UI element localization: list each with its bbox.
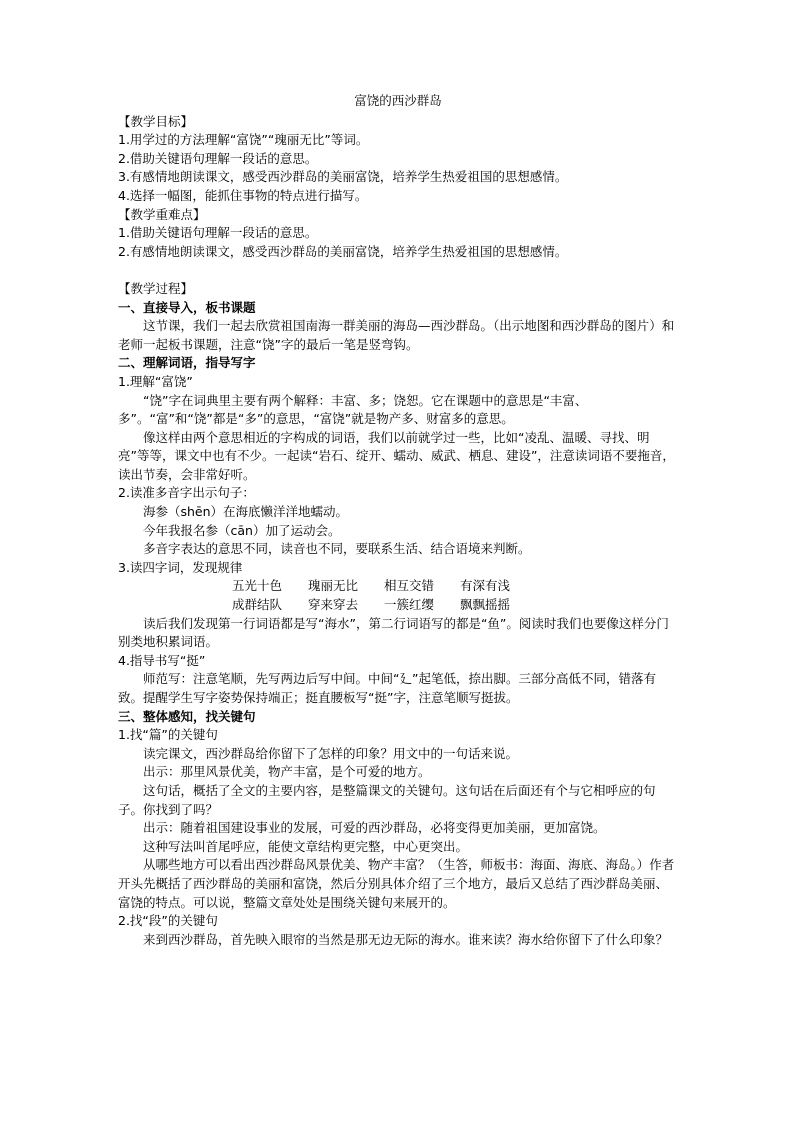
blank-line xyxy=(118,261,678,280)
subsection-heading: 2.读准多音字出示句子： xyxy=(118,485,255,501)
paragraph: 多音字表达的意思不同，读音也不同，要联系生活、结合语境来判断。 xyxy=(143,541,531,557)
subsection-heading: 1.理解“富饶” xyxy=(118,373,193,389)
objective-item: 4.选择一幅图，能抓住事物的特点进行描写。 xyxy=(118,187,368,203)
paragraph: “饶”字在词典里主要有两个解释：丰富、多；饶恕。它在课题中的意思是“丰富、多”。“富”和“饶”都是“多”的意思，“富饶”就是物产多、财富多的意思。 xyxy=(118,392,588,427)
word: 有深有浅 xyxy=(460,578,511,594)
paragraph: 出示：随着祖国建设事业的发展，可爱的西沙群岛，必将变得更加美丽，更加富饶。 xyxy=(143,820,606,836)
example-sentence: 海参（shēn）在海底懒洋洋地蠕动。 xyxy=(143,504,349,520)
word-row xyxy=(118,577,678,596)
keypoints-heading: 【教学重难点】 xyxy=(118,206,206,222)
objective-item: 1.用学过的方法理解“富饶”“瑰丽无比”等词。 xyxy=(118,132,369,148)
word: 瑰丽无比 xyxy=(308,578,359,594)
word: 一簇红缨 xyxy=(384,597,435,613)
word: 成群结队 xyxy=(232,597,283,613)
paragraph: 这种写法叫首尾呼应，能使文章结构更完整，中心更突出。 xyxy=(143,838,469,854)
paragraph: 读完课文，西沙群岛给你留下了怎样的印象？用文中的一句话来说。 xyxy=(143,745,519,761)
objective-item: 2.借助关键语句理解一段话的意思。 xyxy=(118,150,318,166)
document-title: 富饶的西沙群岛 xyxy=(354,93,442,108)
keypoint-item: 2.有感情地朗读课文，感受西沙群岛的美丽富饶，培养学生热爱祖国的思想感情。 xyxy=(118,243,568,259)
example-sentence: 今年我报名参（cān）加了运动会。 xyxy=(143,522,341,538)
document-page xyxy=(118,92,678,949)
word-row xyxy=(118,596,678,615)
subsection-heading: 2.找“段”的关键句 xyxy=(118,913,218,929)
word: 飘飘摇摇 xyxy=(460,597,511,613)
paragraph: 师范写：注意笔顺，先写两边后写中间。中间“廴”起笔低，捺出脚。三部分高低不同，错落有致。提醒学生写字姿势保持端正；挺直腰板写“挺”字，注意笔顺写挺拔。 xyxy=(118,671,656,705)
subsection-heading: 3.读四字词，发现规律 xyxy=(118,559,243,575)
paragraph: 读后我们发现第一行词语都是写“海水”，第二行词语写的都是“鱼”。阅读时我们也要像这样分门别类地积累词语。 xyxy=(118,615,669,650)
paragraph: 这节课，我们一起去欣赏祖国南海一群美丽的海岛—西沙群岛。（出示地图和西沙群岛的图片）和老师一起板书课题，注意“饶”字的最后一笔是竖弯钩。 xyxy=(118,318,675,352)
objectives-heading: 【教学目标】 xyxy=(118,113,194,129)
paragraph: 这句话，概括了全文的主要内容，是整篇课文的关键句。这句话在后面还有个与它相呼应的句子。你找到了吗？ xyxy=(118,782,656,817)
paragraph: 出示：那里风景优美，物产丰富，是个可爱的地方。 xyxy=(143,764,431,780)
section-heading: 一、直接导入，板书课题 xyxy=(118,299,256,315)
objective-item: 3.有感情地朗读课文，感受西沙群岛的美丽富饶，培养学生热爱祖国的思想感情。 xyxy=(118,169,568,185)
subsection-heading: 1.找“篇”的关键句 xyxy=(118,727,218,743)
paragraph: 从哪些地方可以看出西沙群岛风景优美、物产丰富？（生答，师板书：海面、海底、海岛。）作者开头先概括了西沙群岛的美丽和富饶，然后分别具体介绍了三个地方，最后又总结了西沙群岛美丽、富饶的特点。可以说，整篇文章处处是围绕关键句来展开的。 xyxy=(118,857,675,910)
section-heading: 二、理解词语，指导写字 xyxy=(118,355,256,371)
word: 相互交错 xyxy=(384,578,435,594)
word: 穿来穿去 xyxy=(308,597,359,613)
section-heading: 三、整体感知，找关键句 xyxy=(118,708,256,724)
keypoint-item: 1.借助关键语句理解一段话的意思。 xyxy=(118,225,318,241)
paragraph: 像这样由两个意思相近的字构成的词语，我们以前就学过一些，比如“凌乱、温暖、寻找、明亮”等等，课文中也有不少。一起读“岩石、绽开、蠕动、威武、栖息、建设”，注意读词语不要拖音，读出节奏，会非常好听。 xyxy=(118,429,675,482)
paragraph: 来到西沙群岛，首先映入眼帘的当然是那无边无际的海水。谁来读？海水给你留下了什么印象？ xyxy=(143,931,669,947)
subsection-heading: 4.指导书写“挺” xyxy=(118,652,206,668)
word: 五光十色 xyxy=(232,578,283,594)
process-heading: 【教学过程】 xyxy=(118,280,194,296)
